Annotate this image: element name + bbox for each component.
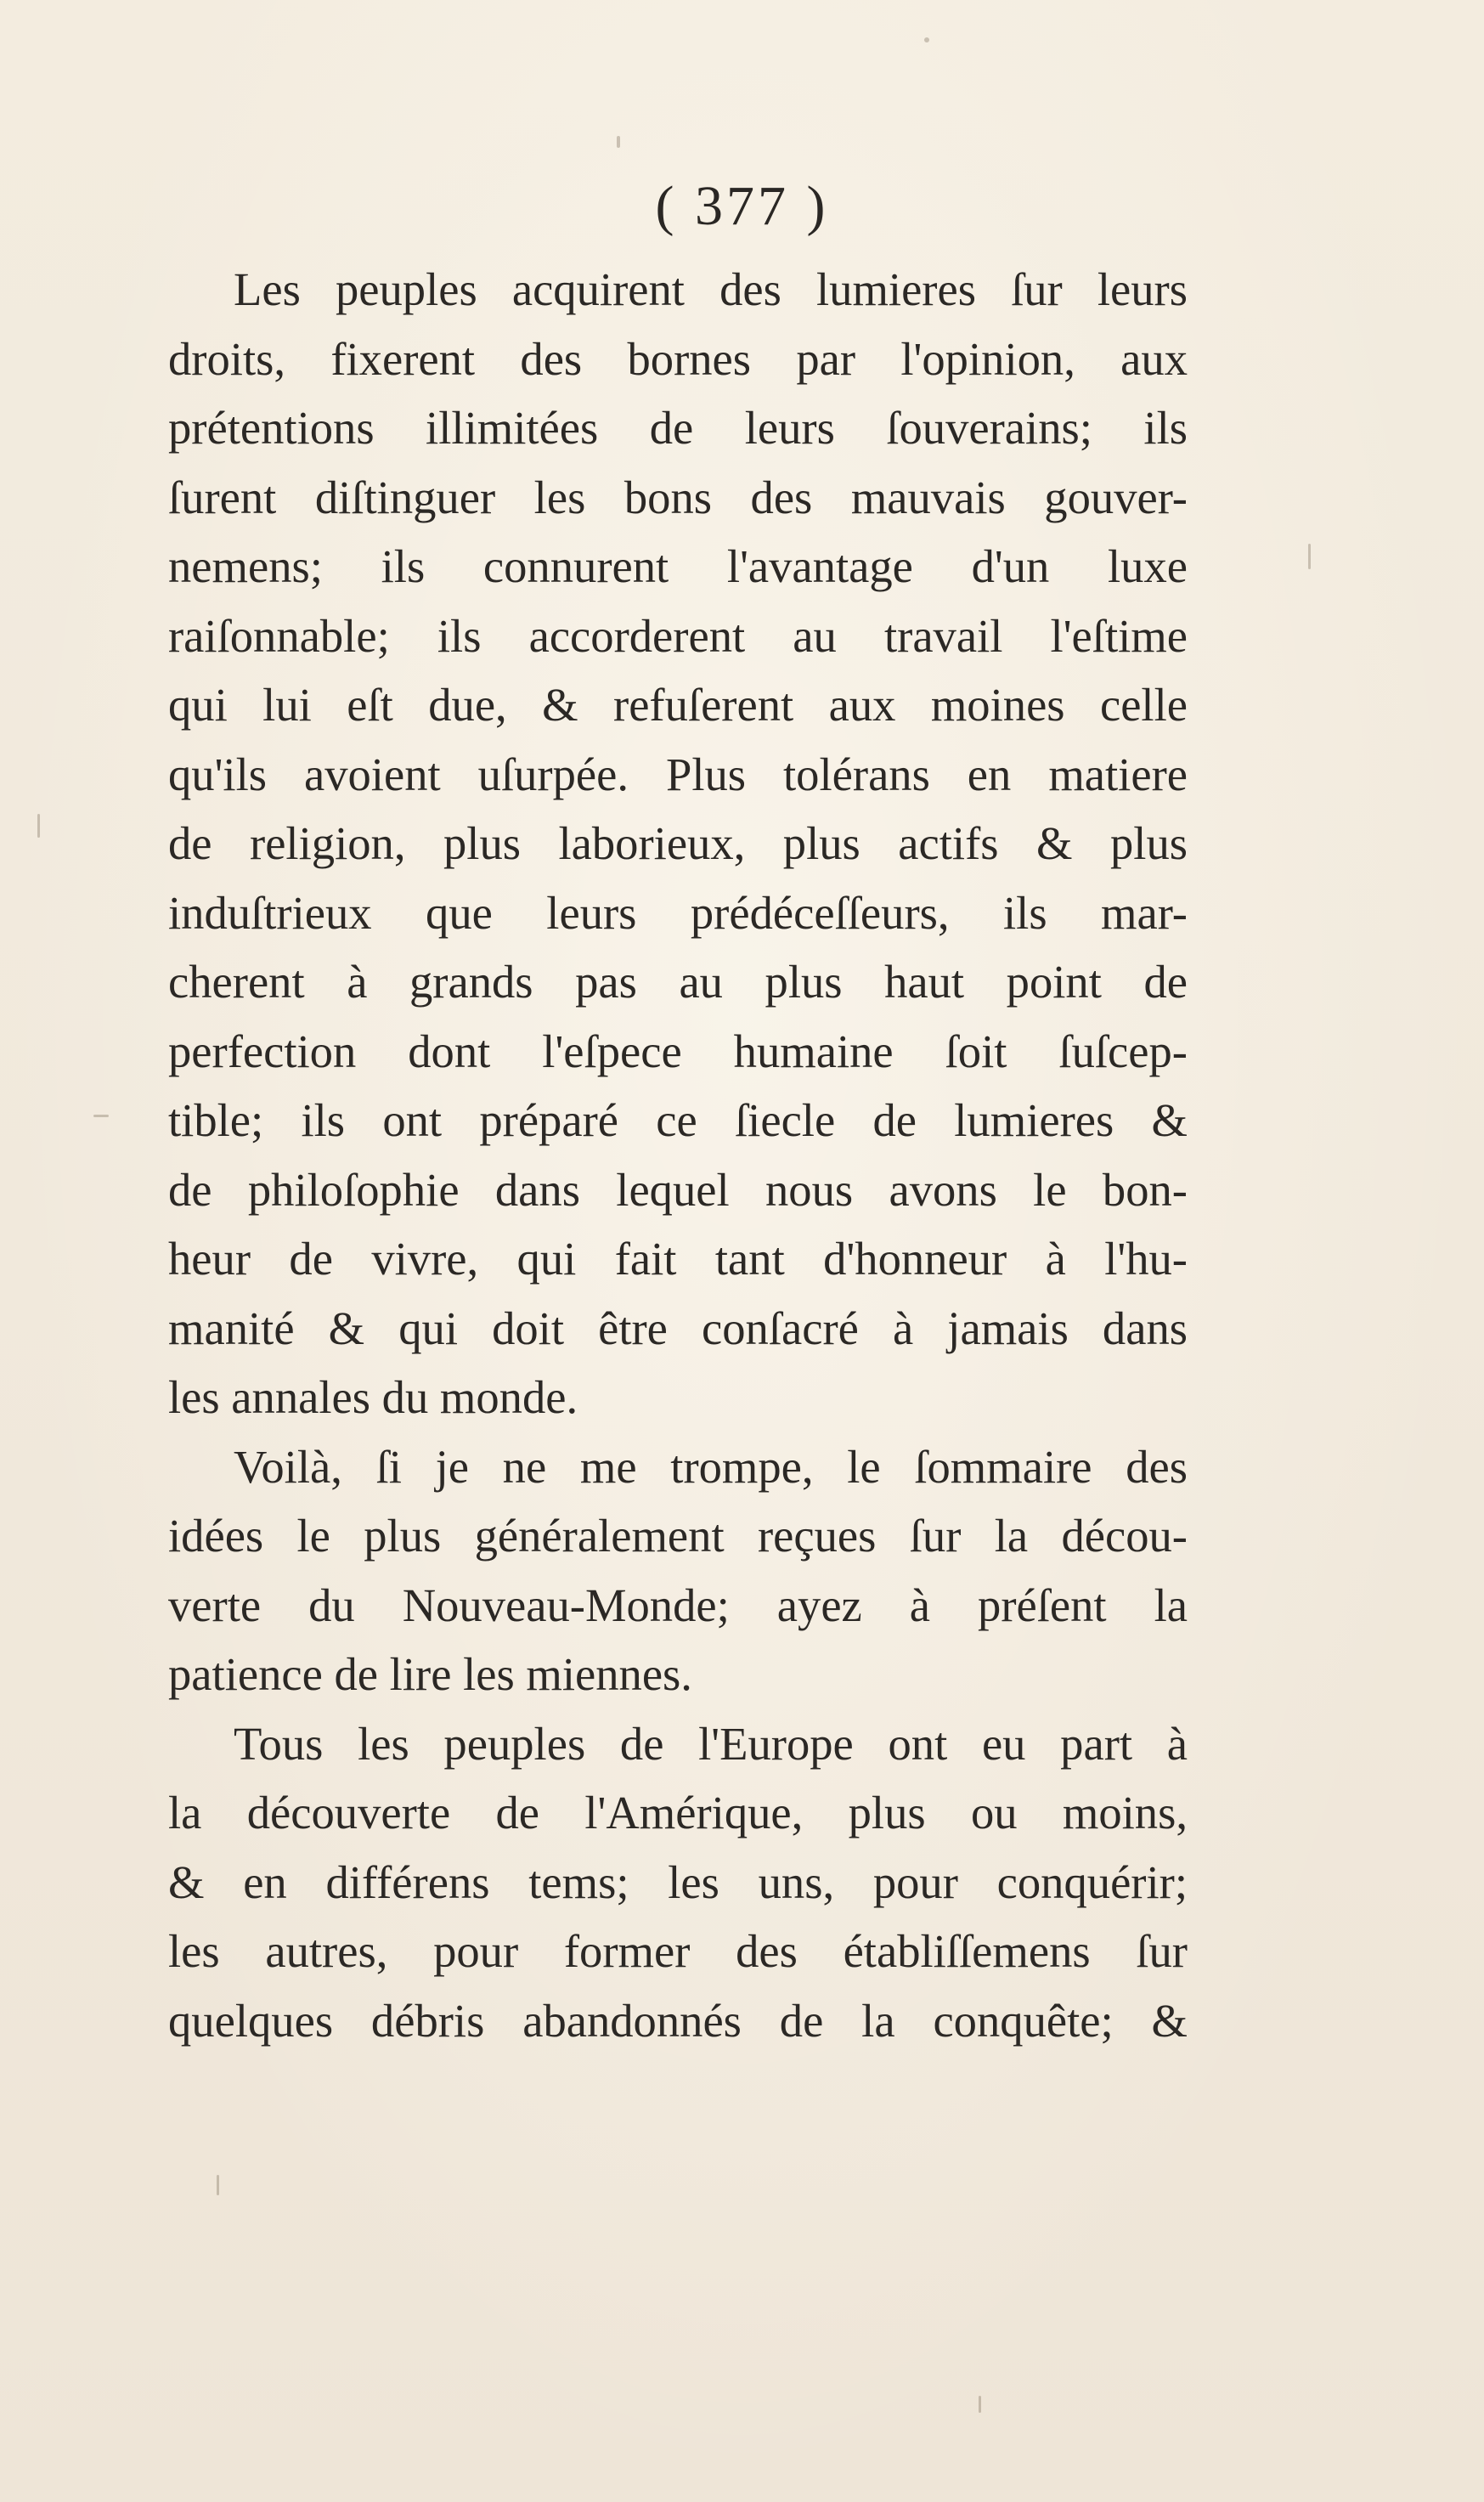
text-line: qu'ils avoient uſurpée. Plus tolérans en matiere xyxy=(168,748,1188,800)
text-line: prétentions illimitées de leurs ſouverains; ils xyxy=(168,402,1188,454)
text-line: raiſonnable; ils accorderent au travail l'eſtime xyxy=(168,609,1188,662)
paper-speck xyxy=(1308,544,1311,569)
text-line: de religion, plus laborieux, plus actifs & plus xyxy=(168,817,1188,869)
page-number: ( 377 ) xyxy=(655,175,829,237)
text-line: patience de lire les miennes. xyxy=(168,1648,692,1700)
text-line: quelques débris abandonnés de la conquête; & xyxy=(168,1994,1188,2047)
paper-speck xyxy=(217,2175,219,2195)
text-line: induſtrieux que leurs prédéceſſeurs, ils mar- xyxy=(168,886,1188,939)
paragraph-2 xyxy=(168,1432,1188,1709)
paper-speck xyxy=(617,136,620,148)
paragraph-3 xyxy=(168,1709,1188,2056)
text-line: nemens; ils connurent l'avantage d'un luxe xyxy=(168,540,1188,592)
text-line: idées le plus généralement reçues ſur la décou- xyxy=(168,1510,1188,1562)
text-line: qui lui eſt due, & refuſerent aux moines celle xyxy=(168,679,1188,731)
paragraph-1 xyxy=(168,255,1188,1432)
text-line: Tous les peuples de l'Europe ont eu part à xyxy=(234,1717,1188,1770)
text-line: les autres, pour former des établiſſemens ſur xyxy=(168,1925,1188,1977)
text-line: ſurent diſtinguer les bons des mauvais gouver- xyxy=(168,471,1188,523)
paper-speck xyxy=(979,2396,981,2413)
paper-speck xyxy=(93,1115,109,1117)
text-line: droits, fixerent des bornes par l'opinion, aux xyxy=(168,332,1188,385)
text-line: verte du Nouveau-Monde; ayez à préſent la xyxy=(168,1579,1188,1631)
paper-speck xyxy=(37,814,40,838)
text-line: Voilà, ſi je ne me trompe, le ſommaire des xyxy=(234,1440,1188,1493)
paper-speck xyxy=(924,37,929,42)
text-line: heur de vivre, qui fait tant d'honneur à l'hu- xyxy=(168,1233,1188,1285)
body-text xyxy=(168,255,1188,2055)
text-line: perfection dont l'eſpece humaine ſoit ſuſcep- xyxy=(168,1025,1188,1077)
text-line: manité & qui doit être conſacré à jamais dans xyxy=(168,1302,1188,1354)
text-line: & en différens tems; les uns, pour conquérir; xyxy=(168,1855,1188,1908)
text-line: la découverte de l'Amérique, plus ou moins, xyxy=(168,1787,1188,1838)
text-line: tible; ils ont préparé ce ſiecle de lumieres & xyxy=(168,1094,1188,1146)
text-line: les annales du monde. xyxy=(168,1371,578,1423)
text-line: de philoſophie dans lequel nous avons le bon- xyxy=(168,1163,1188,1216)
text-line: Les peuples acquirent des lumieres ſur leurs xyxy=(234,263,1188,315)
text-line: cherent à grands pas au plus haut point de xyxy=(168,956,1188,1008)
